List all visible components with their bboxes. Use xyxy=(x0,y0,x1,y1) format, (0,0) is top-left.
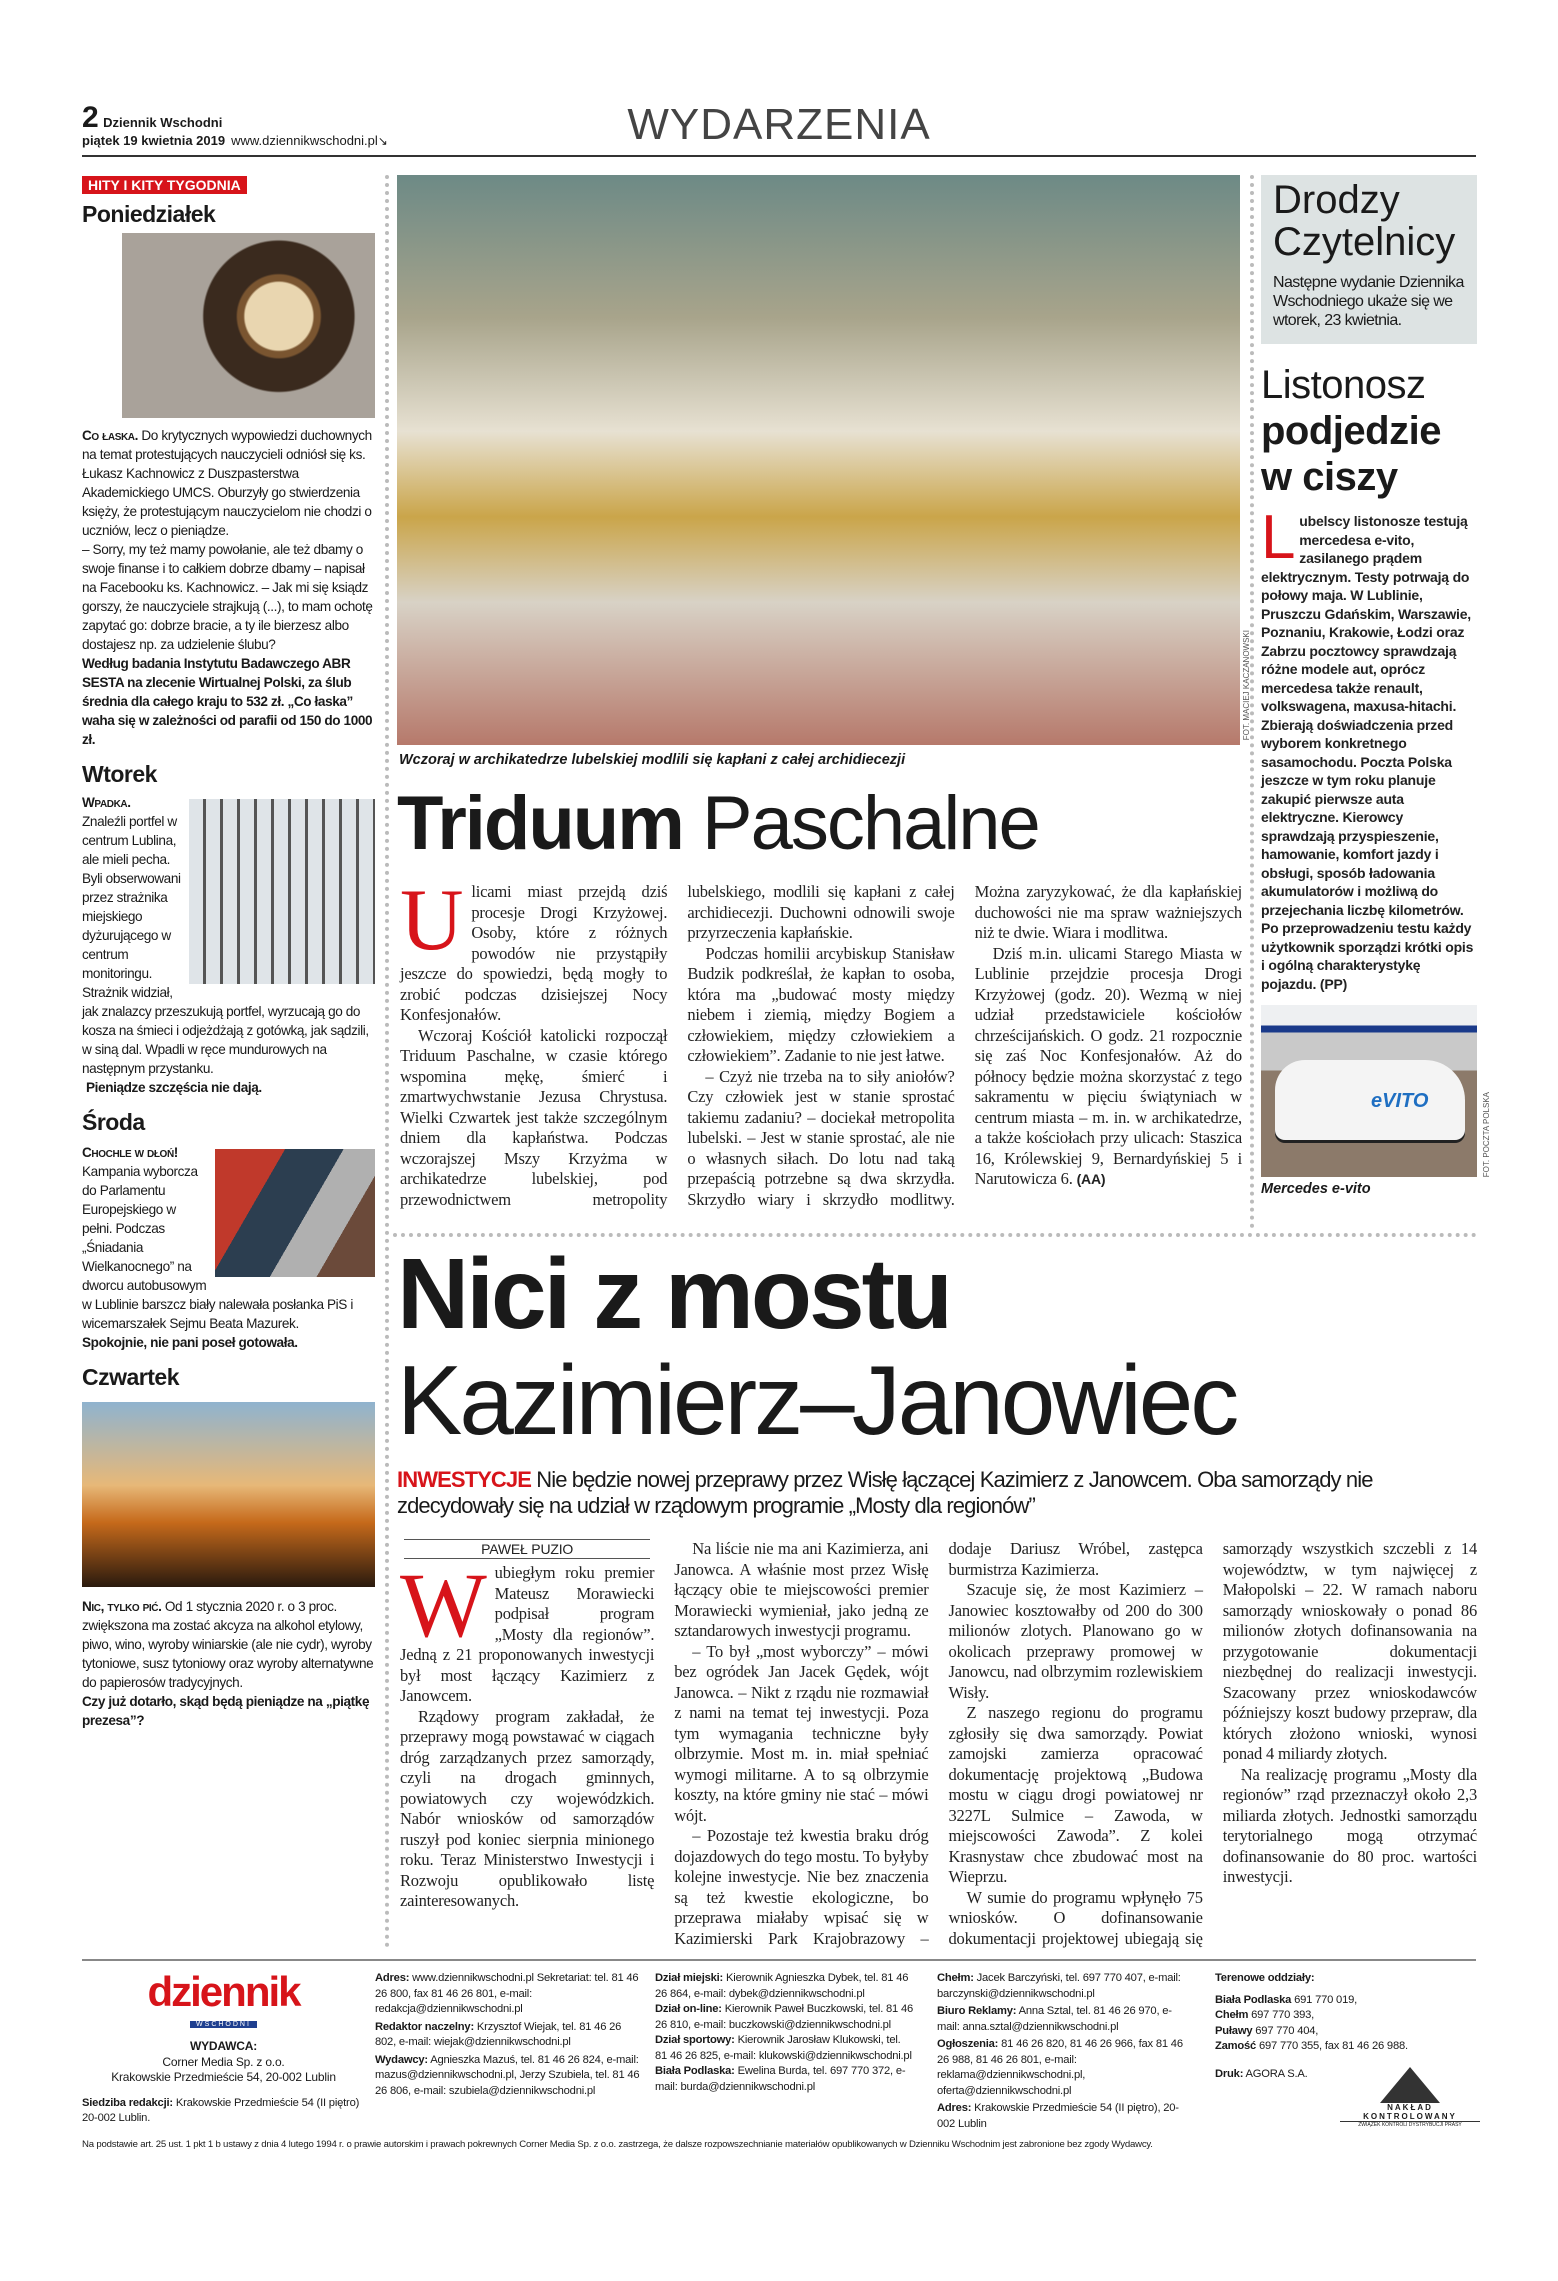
footer xyxy=(82,1959,1476,2150)
text: Znaleźli portfel w centrum Lublina, ale mieli pecha. Byli obserwowani przez strażnika miejskiego dyżurującego w centrum monitoringu. Strażnik widział, jak znalazcy przeszukują portfel, wyrzucają go do kosza na śmieci i odjeżdżają z gotówką, jak sądzili, w siną dal. Wpadli w ręce mundurowych na następnym przystanku. xyxy=(82,814,369,1076)
footer-branches xyxy=(1215,1971,1476,2082)
label: Biała Podlaska: xyxy=(655,2065,735,2077)
bold: Spokojnie, nie pani poseł gotowała. xyxy=(82,1335,298,1350)
drop-cap: L xyxy=(1261,503,1296,572)
text-segment: Podczas homilii arcybiskup Stanisław Budzik podkreślał, że kapłan to osoba, która ma „budować mosty między niebem i ziemią, między Bogiem a człowiekiem, między człowiekiem a człowiekiem”. Zadanie to nie jest łatwe. xyxy=(687,943,955,1065)
listonosz-body xyxy=(1261,503,1477,993)
section-title: WYDARZENIA xyxy=(627,100,931,149)
title-bold: podjedzie w ciszy xyxy=(1261,409,1441,499)
column-divider xyxy=(385,175,389,1949)
label: Adres: xyxy=(375,1972,410,1984)
article-body xyxy=(397,872,1242,1210)
text: Krzysztof Wiejak, tel. 81 46 26 802, e-mail: wiejak@dziennikwschodni.pl xyxy=(375,2020,622,2048)
hits-tag: HITY I KITY TYGODNIA xyxy=(82,176,247,194)
controlled-circulation-badge xyxy=(1340,2067,1480,2128)
lead: Chochle w dłoń! xyxy=(82,1145,178,1160)
kicker: INWESTYCJE xyxy=(397,1467,532,1492)
drop-cap: W xyxy=(400,1554,487,1656)
photo-caption: Mercedes e-vito xyxy=(1261,1181,1371,1197)
issue-date: piątek 19 kwietnia 2019 xyxy=(82,133,226,148)
coins-clock-photo xyxy=(122,233,375,418)
seat-label: Siedziba redakcji: xyxy=(82,2096,173,2109)
article-lead xyxy=(397,1467,1477,1519)
article-subheadline: Kazimierz–Janowiec xyxy=(397,1345,1237,1455)
photo-credit: FOT. POCZTA POLSKA xyxy=(1482,1091,1491,1177)
label: Dział on-line: xyxy=(655,2003,722,2015)
electric-van-photo xyxy=(1261,1005,1491,1177)
hits-column xyxy=(82,176,375,1730)
photo-caption: Wczoraj w archikatedrze lubelskiej modlili się kapłani z całej archidiecezji xyxy=(399,752,906,768)
van-label: eVITO xyxy=(1371,1090,1429,1112)
text: Do krytycznych wypowiedzi duchownych na temat protestujących nauczycieli odniósł się ks. Łukasz Kachnowicz z Duszpasterstwa Akademickiego UMCS. Oburzyły go stwierdzenia księży, że protestującym nauczycielom nie chodzi o uczniów, lecz o pieniądze. xyxy=(82,428,372,538)
column-divider xyxy=(1250,175,1254,1229)
label: Ogłoszenia: xyxy=(937,2038,999,2050)
print: AGORA S.A. xyxy=(1245,2067,1308,2080)
badge-top: NAKŁAD KONTROLOWANY xyxy=(1363,2103,1457,2121)
text: Krakowskie Przedmieście 54 (II piętro), 20-002 Lublin xyxy=(937,2102,1179,2130)
item-text xyxy=(82,426,375,540)
readers-notice-box xyxy=(1261,175,1477,344)
dziennik-logo: dziennik xyxy=(147,1968,300,2015)
seat: Krakowskie Przedmieście 54 (II piętro) 20-002 Lublin. xyxy=(82,2096,360,2124)
text: Kampania wyborcza do Parlamentu Europejskiego w pełni. Podczas „Śniadania Wielkanocnego” na dworcu autobusowym w Lublinie barszcz biały nalewała posłanka PiS i wicemarszałek Sejmu Beata Mazurek. xyxy=(82,1164,353,1331)
drop-cap: U xyxy=(400,872,464,969)
publisher-name: Corner Media Sp. z o.o. xyxy=(162,2054,285,2069)
label: Puławy xyxy=(1215,2024,1253,2037)
label: Wydawcy: xyxy=(375,2053,428,2066)
label: Dział miejski: xyxy=(655,1972,724,1984)
author-signature: (PP) xyxy=(1319,975,1348,992)
text: Anna Sztal, tel. 81 46 26 970, e-mail: anna.sztal@dziennikwschodni.pl xyxy=(937,2005,1172,2033)
text-segment: Rządowy program zakładał, że przeprawy mogą powstawać w ciągach dróg zarządzanych przez samorządy, czyli na drogach gminnych, powiatowych czy wojewódzkich. Nabór wniosków od samorządów ruszył pod koniec sierpnia minionego roku. Teraz Ministerstwo Inwestycji i Rozwoju opublikowało listę zainteresowanych. xyxy=(400,1706,655,1910)
text-segment: Na liście nie ma ani Kazimierza, ani Janowca. A właśnie most przez Wisłę łączący obie te miejscowości premier Morawiecki wymieniał, jako jedną ze sztandarowych inwestycji programu. xyxy=(674,1539,929,1640)
label: Adres: xyxy=(937,2102,972,2114)
paper-name: Dziennik Wschodni xyxy=(103,115,223,130)
footer-contacts-2 xyxy=(655,1971,915,2095)
page-number: 2 xyxy=(82,101,99,134)
label: Biuro Reklamy: xyxy=(937,2005,1017,2017)
text-segment: W sumie do programu wpłynęło 75 wniosków. O dofinansowanie dokumentacji projektowej ubiegają się samorządy wszystkich szczebli z 14 województw, w tym najwięcej z Małopolski – 22. W ramach naboru samorządy wnioskowały o ponad 86 milionów złotych dofinansowania na przygotowanie dokumentacji niezbędnej do realizacji inwestycji. Szacowany przez wnioskodawców późniejszy koszt budowy przepraw, dla których złożono wnioski, wynosi ponad 4 miliardy złotych. xyxy=(948,1539,1477,1948)
label: Redaktor naczelny: xyxy=(375,2020,474,2033)
listonosz-headline xyxy=(1261,362,1477,500)
mosty-article xyxy=(393,1233,1477,1949)
label: Zamość xyxy=(1215,2040,1257,2052)
right-column xyxy=(1261,175,1491,1197)
day-heading: Wtorek xyxy=(82,761,157,787)
text: 691 770 019, xyxy=(1294,1993,1358,2006)
text: 81 46 26 820, 81 46 26 966, fax 81 46 26 988, 81 46 26 801, e-mail: reklama@dziennikwschodni.pl, oferta@dziennikwschodni.pl xyxy=(937,2038,1183,2097)
label: Biała Podlaska xyxy=(1215,1993,1292,2006)
beer-bottles-sunset-photo xyxy=(82,1402,375,1587)
triduum-article xyxy=(397,780,1242,1210)
lead: Wpadka. xyxy=(82,795,131,810)
section-divider xyxy=(393,1233,1477,1237)
logo-subtitle: WSCHODNI xyxy=(190,2021,257,2028)
title-light: Paschalne xyxy=(701,781,1039,866)
notice-title: Drodzy Czytelnicy xyxy=(1273,178,1456,264)
text-segment: licami miast przejdą dziś procesje Drogi Krzyżowej. Osoby, które z różnych powodów nie przystąpiły jeszcze do spowiedzi, będą mogły to zrobić podczas dzisiejszej Nocy Konfesjonałów. xyxy=(400,882,668,1024)
text-segment: Wczoraj Kościół katolicki rozpoczął Triduum Paschalne, w czasie którego wspomina mękę, śmierć i zmartwychwstanie Jezusa Chrystusa. Wielki Czwartek jest także szczególnym dniem dla kapłaństwa. Podczas wczorajszej Mszy Krzyżma w archikatedrze lubelskiej, pod przewodnictwem metropolity lubelskiego, modlili się kapłani z całej archidiecezji. Duchowni odnowili swoje przyrzeczenia kapłańskie. xyxy=(400,882,955,1209)
article-headline xyxy=(397,780,1242,868)
text: www.dziennikwschodni.pl Sekretariat: tel. 81 46 26 800, fax 81 46 26 801, e-mail: redakcja@dziennikwschodni.pl xyxy=(375,1972,639,2015)
label: Dział sportowy: xyxy=(655,2034,735,2046)
text: ubelscy listonosze testują mercedesa e-vito, zasilanego prądem elektrycznym. Testy potrwają do połowy maja. W Lublinie, Pruszczu Gdańskim, Warszawie, Poznaniu, Krakowie, Łodzi oraz Zabrzu pocztowcy sprawdzają różne modele aut, oprócz mercedesa także renault, volkswagena, maxusa-hitachi. Zbierają doświadczenia przed wyborem konkretnego sasamochodu. Poczta Polska jeszcze w tym roku planuje zakupić pierwsze auta elektryczne. Kierowcy sprawdzają przyspieszenie, hamowanie, komfort jazdy i obsługi, sposób ładowania akumulatorów i możliwą do przejechania liczbę kilometrów. Po przeprowadzeniu testu każdy użytkownik sporządzi krótki opis i ogólną charakterystykę pojazdu. xyxy=(1261,513,1474,992)
soup-serving-photo xyxy=(215,1149,375,1277)
text: Jacek Barczyński, tel. 697 770 407, e-mail: barczynski@dziennikwschodni.pl xyxy=(937,1972,1181,2000)
text-segment: Na realizację programu „Mosty dla regionów” rząd przeznaczył około 2,3 miliarda złotych. Jednostki samorządu terytorialnego mogą otrzymać dofinansowanie do 80 proc. wartości inwestycji. xyxy=(1222,1764,1477,1886)
print-label: Druk: xyxy=(1215,2067,1244,2080)
footer-contacts-3 xyxy=(937,1971,1192,2132)
badge-bottom: ZWIĄZEK KONTROLI DYSTRYBUCJI PRASY xyxy=(1340,2121,1480,2128)
cursor-icon: ↘ xyxy=(377,134,388,148)
lead: Co łaska. xyxy=(82,428,138,443)
text-segment: – To był „most wyborczy” – mówi bez ogródek Jan Jacek Gędek, wójt Janowca. – Nikt z rządu nie rozmawiał z nami na temat tej inwestycji. Poza tym wymagania techniczne były olbrzymie. Most m. in. miał spełniać wymogi militarne. A to są olbrzymie koszty, na które gminy nie stać – mówi wójt. xyxy=(674,1641,929,1825)
text: Od 1 stycznia 2020 r. o 3 proc. zwiększona ma zostać akcyza na alkohol etylowy, piwo, wino, wyroby winiarskie (ale nie cydr), wyroby tytoniowe, susz tytoniowy oraz wyroby alternatywne do papierosów tradycyjnych. xyxy=(82,1599,374,1690)
photo-credit: FOT. MACIEJ KACZANOWSKI xyxy=(1242,630,1251,741)
bold: Czy już dotarło, skąd będą pieniądze na „piątkę prezesa”? xyxy=(82,1694,370,1728)
mountain-icon xyxy=(1380,2067,1440,2103)
lead: Nie będzie nowej przeprawy przez Wisłę łączącej Kazimierz z Janowcem. Oba samorządy nie zdecydowały się na udział w rządowym programie „Mosty dla regionów” xyxy=(397,1467,1373,1518)
fingers-behind-bars-photo xyxy=(189,799,375,984)
text: 697 770 393, xyxy=(1251,2009,1315,2021)
legal-notice: Na podstawie art. 25 ust. 1 pkt 1 b ustawy z dnia 4 lutego 1994 r. o prawie autorskim i prawach pokrewnych Corner Media Sp. z o.o. zastrzega, że dalsze rozpowszechnianie materiałów opublikowanych w Dzienniku Wschodnim jest zabronione bez zgody Wydawcy. xyxy=(82,2139,1153,2150)
text-segment: – Czyż nie trzeba na to siły aniołów? Czy człowiek jest w stanie sprostać takiemu zadaniu? – dociekał metropolita lubelski. – Jest w stanie sprostać, ale nie o własnych siłach. Do lotu nad taką przepaścią potrzebne są dwa skrzydła. Skrzydło wiary i skrzydło modlitwy. Można zaryzykować, że dla kapłańskiej duchowości nie ma spraw ważniejszych niż te dwie. Wiara i modlitwa. xyxy=(687,882,1242,1209)
item-text: – Sorry, my też mamy powołanie, ale też dbamy o swoje finanse i to całkiem dobrze dbamy – napisał na Facebooku ks. Kachnowicz. – Jak mi się ksiądz gorszy, że nauczyciele strajkują (...), to mam ochotę zapytać go: dobrze bracie, a ty ile bierzesz albo dostajesz np. za udzielenie ślubu? xyxy=(82,542,373,652)
text: 697 770 404, xyxy=(1255,2024,1319,2037)
byline: PAWEŁ PUZIO xyxy=(404,1539,650,1559)
publisher-address: Krakowskie Przedmieście 54, 20-002 Lublin xyxy=(111,2070,336,2084)
text-segment: Z naszego regionu do programu zgłosiły się dwa samorządy. Powiat zamojski zamierza opracować dokumentację projektową „Budowa mostu w ciągu drogi powiatowej nr 3227L Sulmice – Zawoda, w miejscowości Zawoda”. Z kolei Krasnystaw chce zbudować most na Wieprzu. xyxy=(948,1703,1203,1886)
label: Chełm: xyxy=(937,1972,974,1984)
branches-label: Terenowe oddziały: xyxy=(1215,1972,1315,1984)
article-body xyxy=(397,1539,1477,1949)
title-bold: Triduum xyxy=(397,781,683,866)
header-rule xyxy=(82,155,1476,157)
item-verdict: Według badania Instytutu Badawczego ABR SESTA na zlecenie Wirtualnej Polski, za ślub średnia dla całego kraju to 532 zł. „Co łaska” waha się w zależności od parafii od 150 do 1000 zł. xyxy=(82,656,373,747)
text: Kierownik Agnieszka Dybek, tel. 81 46 26 864, e-mail: dybek@dziennikwschodni.pl xyxy=(655,1972,909,2000)
label: Chełm xyxy=(1215,2009,1249,2021)
publisher-block xyxy=(82,1968,365,2127)
text: Kierownik Jarosław Klukowski, tel. 81 46 26 825, e-mail: klukowski@dziennikwschodni.pl xyxy=(655,2034,912,2062)
website-link[interactable]: www.dziennikwschodni.pl xyxy=(231,133,378,148)
publisher-label: WYDAWCA: xyxy=(189,2039,258,2053)
bold: Pieniądze szczęścia nie dają. xyxy=(86,1080,262,1095)
text-segment: Dziś m.in. ulicami Starego Miasta w Lublinie przejdzie procesja Drogi Krzyżowej (godz. 20). Wezmą w niej udział przedstawiciele kościołów chrześcijańskich. O godz. 21 rozpocznie się zaś Noc Konfesjonałów. Aż do północy będzie można skorzystać z tego sakramentu w pięciu świątyniach w centrum miasta – m. in. w archikatedrze, a także kościołach przy ulicach: Staszica 16, Królewskiej 9, Bernardyńskiej 5 i Narutowicza 6. xyxy=(974,943,1242,1188)
day-heading: Środa xyxy=(82,1109,145,1135)
lead: Nic, tylko pić. xyxy=(82,1599,162,1614)
text: Ewelina Burda, tel. 697 770 372, e-mail: burda@dziennikwschodni.pl xyxy=(655,2065,906,2093)
text-segment: ubiegłym roku premier Mateusz Morawiecki podpisał program „Mosty dla regionów”. Jedną z 21 proponowanych inwestycji był most łączący Kazimierz z Janowcem. xyxy=(400,1563,655,1705)
day-heading: Czwartek xyxy=(82,1364,179,1390)
footer-contacts-1 xyxy=(375,1971,640,2099)
text: 697 770 355, fax 81 46 26 988. xyxy=(1259,2040,1408,2052)
text: Agnieszka Mazuś, tel. 81 46 26 824, e-mail: mazus@dziennikwschodni.pl, Jerzy Szubiela, tel. 81 46 26 806, e-mail: szubiela@dziennikwschodni.pl xyxy=(375,2053,640,2097)
article-headline: Nici z mostu xyxy=(397,1238,950,1350)
notice-text: Następne wydanie Dziennika Wschodniego ukaże się we wtorek, 23 kwietnia. xyxy=(1273,274,1464,329)
day-heading: Poniedziałek xyxy=(82,201,216,227)
text: Kierownik Paweł Buczkowski, tel. 81 46 26 810, e-mail: buczkowski@dziennikwschodni.pl xyxy=(655,2003,914,2031)
text-segment: – Pozostaje też kwestia braku dróg dojazdowych do tego mostu. To byłyby kolejne inwestycje. Nie bez znaczenia są też kwestie ekologiczne, bo przeprawa miałaby wpisać się w Kazimierski Park Krajobrazowy – dodaje Dariusz Wróbel, zastępca burmistrza Kazimierza. xyxy=(674,1539,1203,1948)
title-light: Listonosz xyxy=(1261,363,1426,407)
author-signature: (AA) xyxy=(1076,1171,1106,1187)
priests-cathedral-photo xyxy=(397,175,1240,745)
text-segment: Szacuje się, że most Kazimierz – Janowiec kosztowałby od 200 do 300 milionów zlotych. Planowano go w okolicach przeprawy promowej w Janowcu, nad olbrzymim rozlewiskiem Wisły. xyxy=(948,1580,1203,1702)
